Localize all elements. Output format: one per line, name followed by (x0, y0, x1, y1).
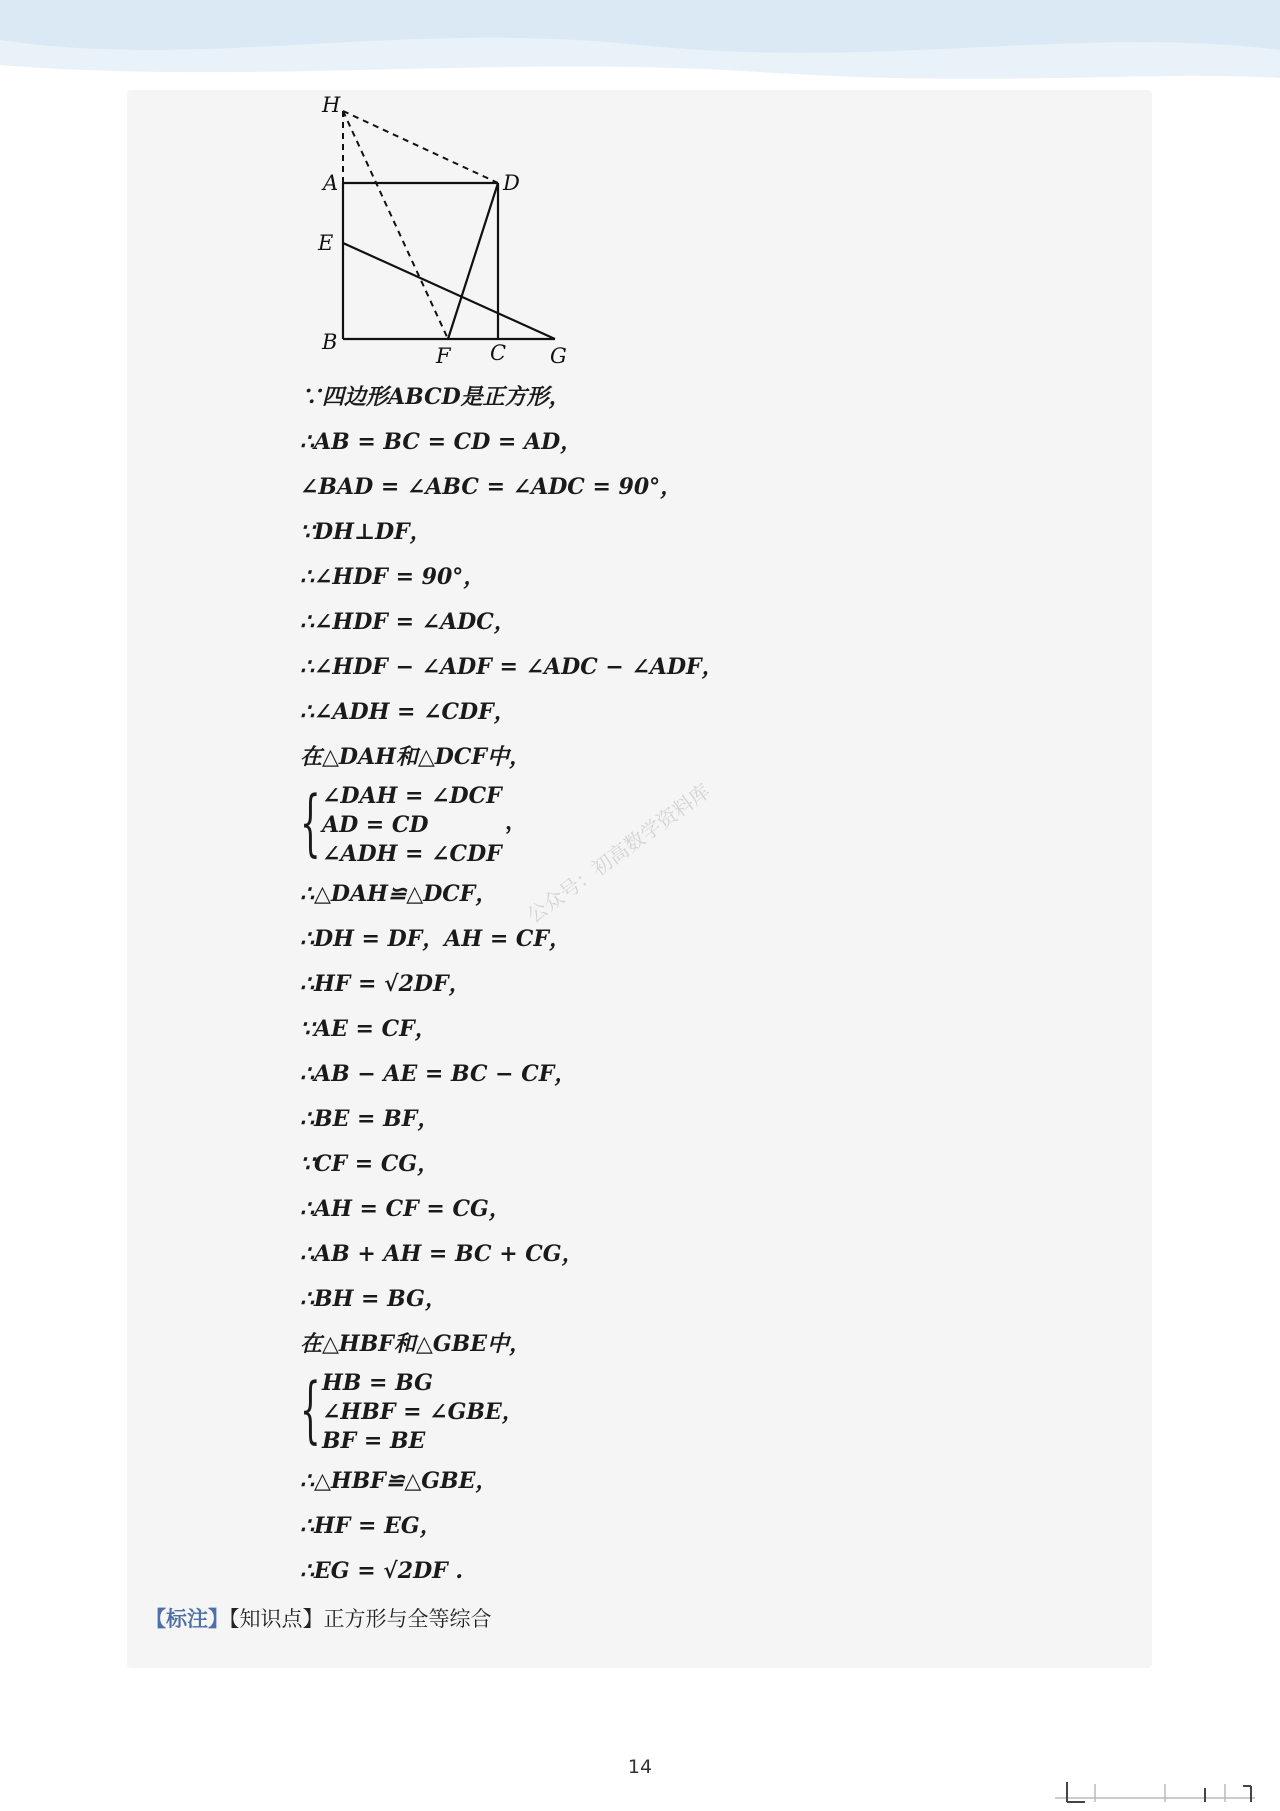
segment-EG (343, 243, 555, 339)
proof-line: 在△DAH和△DCF中， (300, 744, 531, 770)
proof-line: ∴AB + AH = BC + CG， (300, 1241, 584, 1267)
system-row: AD = CD (322, 812, 429, 838)
knowledge-point: 【知识点】正方形与全等综合 (229, 1607, 492, 1631)
proof-line: ∴∠HDF − ∠ADF = ∠ADC − ∠ADF， (300, 654, 724, 680)
proof-line: ∴∠ADH = ∠CDF， (300, 699, 516, 725)
geometry-figure (300, 90, 580, 380)
proof-line: ∴HF = √2DF， (300, 971, 471, 997)
page-number: 14 (627, 1756, 653, 1778)
label-E: E (318, 231, 334, 255)
proof-line: ∴△HBF≌△GBE， (300, 1468, 498, 1494)
proof-line: ∴AH = CF = CG， (300, 1196, 511, 1222)
proof-line: ∵CF = CG， (300, 1151, 440, 1177)
equation-system-2 (300, 1367, 1100, 1457)
proof-line: ∴BE = BF， (300, 1106, 440, 1132)
label-D: D (503, 171, 520, 195)
system-row: ∠DAH = ∠DCF (322, 783, 502, 809)
segment-DF (448, 183, 498, 339)
label-C: C (490, 341, 507, 365)
header-wave-decoration (0, 0, 1280, 95)
label-H: H (322, 93, 341, 117)
annotation-tag: 【标注】 (145, 1607, 229, 1631)
proof-line: ∴△DAH≌△DCF， (300, 881, 498, 907)
segment-HD (343, 111, 498, 183)
proof-line: ∴HF = EG， (300, 1513, 442, 1539)
left-brace: { (300, 1367, 321, 1451)
proof-line: ∴∠HDF = 90°， (300, 564, 486, 590)
system-comma: ， (505, 809, 528, 835)
annotation (145, 1603, 492, 1633)
proof-body (300, 375, 1100, 1594)
watermark: 公众号：初高数学资料库 (522, 778, 715, 928)
system-row: HB = BG (322, 1370, 433, 1396)
proof-line: ∠BAD = ∠ABC = ∠ADC = 90°， (300, 474, 683, 500)
left-brace: { (300, 780, 321, 864)
proof-line: ∴AB = BC = CD = AD， (300, 429, 583, 455)
proof-line: ∵DH⊥DF， (300, 519, 432, 545)
proof-line: ∵AE = CF， (300, 1016, 437, 1042)
label-A: A (323, 171, 339, 195)
proof-line: ∴DH = DF，AH = CF， (300, 926, 572, 952)
system-row: ∠HBF = ∠GBE， (322, 1399, 524, 1425)
proof-line: ∴BH = BG， (300, 1286, 447, 1312)
system-row: ∠ADH = ∠CDF (322, 841, 502, 867)
proof-line: ∴AB − AE = BC − CF， (300, 1061, 577, 1087)
proof-line: ∴∠HDF = ∠ADC， (300, 609, 516, 635)
proof-line: ∴EG = √2DF . (300, 1558, 464, 1584)
segment-HF (343, 111, 448, 339)
label-G: G (550, 344, 567, 368)
label-B: B (322, 330, 338, 354)
system-row: BF = BE (322, 1428, 426, 1454)
proof-line: ∵四边形ABCD是正方形， (300, 384, 571, 410)
proof-line: 在△HBF和△GBE中， (300, 1331, 531, 1357)
corner-decoration (1055, 1778, 1255, 1808)
label-F: F (436, 344, 451, 368)
